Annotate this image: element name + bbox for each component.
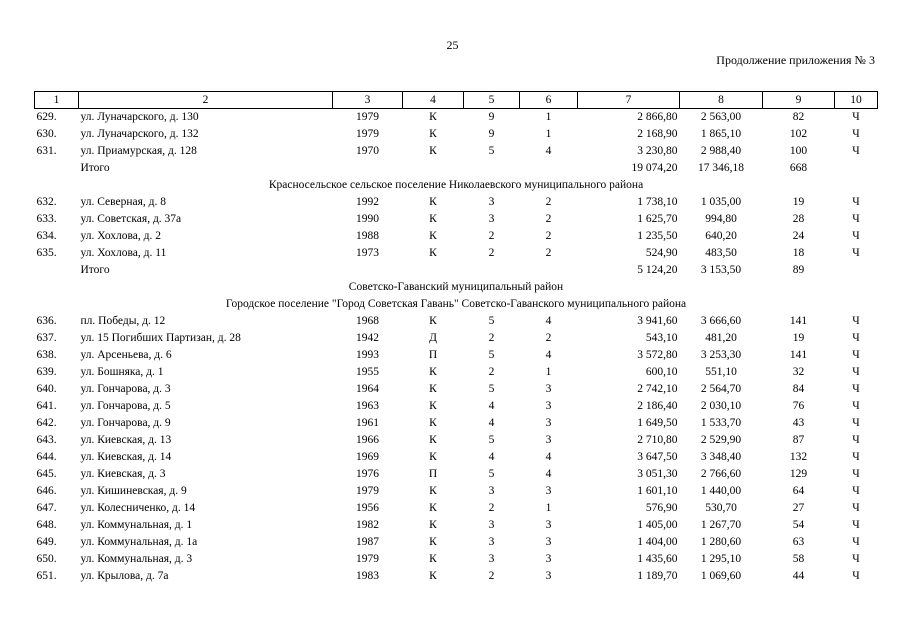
year-cell: 1955 [356,366,379,378]
table-row [35,415,878,432]
floors-cell: 2 [488,247,495,259]
material-cell: К [429,434,437,446]
year-cell: 1956 [356,502,379,514]
entrances-cell: 3 [545,519,552,531]
floors-cell: 4 [488,451,495,463]
area-cell: 1 738,10 [637,196,678,208]
address-cell: ул. Колесниченко, д. 14 [80,502,196,514]
year-cell: 1983 [356,570,379,582]
address-cell: ул. Приамурская, д. 128 [80,145,197,157]
column-header: 2 [79,92,333,109]
category-cell: Ч [852,111,860,123]
entrances-cell: 4 [545,145,552,157]
area-cell: 1 235,50 [637,230,678,242]
section-heading: Городское поселение "Город Советская Гавань" Советско-Гаванского муниципального района [225,298,687,310]
residents-cell: 141 [789,349,808,361]
table-row [35,143,878,160]
floors-cell: 5 [488,349,495,361]
entrances-cell: 1 [545,502,552,514]
area-cell: 543,10 [645,332,678,344]
row-number: 642. [36,417,57,429]
empty-cell [520,160,578,177]
entrances-cell: 3 [545,417,552,429]
category-cell: Ч [852,434,860,446]
category-cell: Ч [852,485,860,497]
category-cell: Ч [852,230,860,242]
area-cell: 3 647,50 [637,451,678,463]
row-number: 636. [36,315,57,327]
floors-cell: 3 [488,553,495,565]
address-cell: ул. Коммунальная, д. 1а [80,536,198,548]
area-cell: 576,90 [645,502,678,514]
material-cell: К [429,213,437,225]
material-cell: К [429,400,437,412]
section-heading-row [35,279,878,296]
living-area-cell: 1 069,60 [700,570,742,582]
living-area-cell: 640,20 [705,230,737,242]
address-cell: ул. Коммунальная, д. 3 [80,553,193,565]
area-cell: 1 405,00 [637,519,678,531]
year-cell: 1964 [356,383,379,395]
table-body [35,92,878,586]
entrances-cell: 1 [545,128,552,140]
row-number: 634. [36,230,57,242]
address-cell: ул. Хохлова, д. 2 [80,230,161,242]
living-area-cell: 2 030,10 [700,400,742,412]
living-area-cell: 3 253,30 [700,349,742,361]
floors-cell: 5 [488,145,495,157]
total-row [35,160,878,177]
address-cell: ул. Луначарского, д. 132 [80,128,199,140]
row-number: 651. [36,570,57,582]
address-cell: ул. Киевская, д. 14 [80,451,172,463]
address-cell: ул. Бошняка, д. 1 [80,366,164,378]
floors-cell: 5 [488,383,495,395]
address-cell: ул. Кишиневская, д. 9 [80,485,187,497]
row-number: 635. [36,247,57,259]
material-cell: Д [429,332,437,344]
living-area-cell: 2 529,90 [700,434,742,446]
residents-cell: 63 [792,536,805,548]
table-row [35,245,878,262]
year-cell: 1993 [356,349,379,361]
table-row [35,483,878,500]
floors-cell: 3 [488,519,495,531]
area-cell: 524,90 [645,247,678,259]
year-cell: 1979 [356,111,379,123]
area-cell: 3 230,80 [637,145,678,157]
material-cell: К [429,519,437,531]
floors-cell: 9 [488,111,495,123]
empty-cell [35,160,79,177]
year-cell: 1979 [356,128,379,140]
empty-cell [403,262,464,279]
column-header: 9 [763,92,835,109]
material-cell: К [429,247,437,259]
address-cell: пл. Победы, д. 12 [80,315,166,327]
floors-cell: 2 [488,366,495,378]
category-cell: Ч [852,451,860,463]
living-area-cell: 3 348,40 [700,451,742,463]
residents-cell: 43 [792,417,805,429]
empty-cell [835,160,878,177]
residents-cell: 18 [792,247,805,259]
area-cell: 1 189,70 [637,570,678,582]
row-number: 631. [36,145,57,157]
year-cell: 1963 [356,400,379,412]
living-area-cell: 2 988,40 [700,145,742,157]
residents-cell: 28 [792,213,805,225]
year-cell: 1976 [356,468,379,480]
row-number: 650. [36,553,57,565]
empty-cell [520,262,578,279]
residents-cell: 24 [792,230,805,242]
floors-cell: 5 [488,434,495,446]
address-cell: ул. Гончарова, д. 3 [80,383,171,395]
entrances-cell: 4 [545,468,552,480]
table-row [35,398,878,415]
entrances-cell: 1 [545,366,552,378]
area-cell: 2 186,40 [637,400,678,412]
entrances-cell: 4 [545,349,552,361]
row-number: 646. [36,485,57,497]
address-cell: ул. Коммунальная, д. 1 [80,519,193,531]
living-area-cell: 2 766,60 [700,468,742,480]
area-cell: 2 866,80 [637,111,678,123]
residents-cell: 76 [792,400,805,412]
row-number: 629. [36,111,57,123]
area-cell: 3 572,80 [637,349,678,361]
category-cell: Ч [852,196,860,208]
column-header: 7 [578,92,680,109]
total-living-area-cell: 3 153,50 [700,264,742,276]
material-cell: К [429,145,437,157]
empty-cell [835,262,878,279]
residents-cell: 141 [789,315,808,327]
table-row [35,330,878,347]
table-row [35,432,878,449]
row-number: 638. [36,349,57,361]
row-number: 648. [36,519,57,531]
year-cell: 1987 [356,536,379,548]
residents-cell: 87 [792,434,805,446]
row-number: 640. [36,383,57,395]
total-row [35,262,878,279]
address-cell: ул. Гончарова, д. 9 [80,417,171,429]
entrances-cell: 2 [545,196,552,208]
total-label: Итого [80,264,110,276]
area-cell: 1 404,00 [637,536,678,548]
column-header: 6 [520,92,578,109]
area-cell: 1 625,70 [637,213,678,225]
total-residents-cell: 668 [789,162,808,174]
column-header: 4 [403,92,464,109]
category-cell: Ч [852,400,860,412]
residents-cell: 82 [792,111,805,123]
row-number: 641. [36,400,57,412]
living-area-cell: 1 440,00 [700,485,742,497]
material-cell: К [429,128,437,140]
floors-cell: 3 [488,485,495,497]
living-area-cell: 530,70 [705,502,737,514]
empty-cell [464,160,520,177]
table-row [35,126,878,143]
year-cell: 1961 [356,417,379,429]
column-header: 5 [464,92,520,109]
row-number: 644. [36,451,57,463]
table-row [35,109,878,127]
address-cell: ул. Киевская, д. 3 [80,468,166,480]
material-cell: К [429,383,437,395]
residents-cell: 54 [792,519,805,531]
entrances-cell: 3 [545,485,552,497]
total-area-cell: 5 124,20 [637,264,678,276]
address-cell: ул. Киевская, д. 13 [80,434,172,446]
table-row [35,534,878,551]
residents-cell: 19 [792,196,805,208]
table-row [35,211,878,228]
table-row [35,466,878,483]
address-cell: ул. Арсеньева, д. 6 [80,349,172,361]
entrances-cell: 2 [545,230,552,242]
table-row [35,517,878,534]
material-cell: П [428,468,438,480]
year-cell: 1988 [356,230,379,242]
empty-cell [35,262,79,279]
column-header: 10 [835,92,878,109]
year-cell: 1966 [356,434,379,446]
area-cell: 2 710,80 [637,434,678,446]
category-cell: Ч [852,570,860,582]
category-cell: Ч [852,332,860,344]
total-label: Итого [80,162,110,174]
page-number: 25 [446,38,459,52]
category-cell: Ч [852,468,860,480]
year-cell: 1982 [356,519,379,531]
column-header: 1 [35,92,79,109]
table-row [35,551,878,568]
row-number: 630. [36,128,57,140]
living-area-cell: 3 666,60 [700,315,742,327]
floors-cell: 2 [488,230,495,242]
entrances-cell: 2 [545,213,552,225]
material-cell: К [429,315,437,327]
residents-cell: 19 [792,332,805,344]
address-cell: ул. Хохлова, д. 11 [80,247,167,259]
living-area-cell: 1 267,70 [700,519,742,531]
residents-cell: 32 [792,366,805,378]
year-cell: 1970 [356,145,379,157]
year-cell: 1968 [356,315,379,327]
address-cell: ул. 15 Погибших Партизан, д. 28 [80,332,241,344]
residents-cell: 100 [789,145,808,157]
row-number: 637. [36,332,57,344]
table-row [35,364,878,381]
material-cell: П [428,349,438,361]
residents-cell: 132 [789,451,808,463]
area-cell: 3 051,30 [637,468,678,480]
continuation-label: Продолжение приложения № 3 [716,53,875,67]
row-number: 645. [36,468,57,480]
year-cell: 1969 [356,451,379,463]
total-area-cell: 19 074,20 [631,162,678,174]
row-number: 633. [36,213,57,225]
area-cell: 1 601,10 [637,485,678,497]
area-cell: 2 742,10 [637,383,678,395]
entrances-cell: 2 [545,332,552,344]
section-heading-row [35,177,878,194]
year-cell: 1992 [356,196,379,208]
table-row [35,568,878,585]
year-cell: 1990 [356,213,379,225]
floors-cell: 5 [488,468,495,480]
category-cell: Ч [852,383,860,395]
residents-cell: 102 [789,128,808,140]
total-living-area-cell: 17 346,18 [698,162,744,174]
living-area-cell: 2 564,70 [700,383,742,395]
empty-cell [464,262,520,279]
floors-cell: 3 [488,536,495,548]
material-cell: К [429,485,437,497]
living-area-cell: 1 295,10 [700,553,742,565]
area-cell: 1 435,60 [637,553,678,565]
residents-cell: 129 [789,468,808,480]
residents-cell: 84 [792,383,805,395]
address-cell: ул. Советская, д. 37а [80,213,182,225]
floors-cell: 4 [488,417,495,429]
row-number: 647. [36,502,57,514]
material-cell: К [429,553,437,565]
entrances-cell: 3 [545,570,552,582]
living-area-cell: 2 563,00 [700,111,742,123]
category-cell: Ч [852,519,860,531]
floors-cell: 3 [488,213,495,225]
entrances-cell: 3 [545,536,552,548]
living-area-cell: 1 865,10 [700,128,742,140]
entrances-cell: 4 [545,451,552,463]
category-cell: Ч [852,417,860,429]
material-cell: К [429,111,437,123]
entrances-cell: 3 [545,400,552,412]
category-cell: Ч [852,366,860,378]
living-area-cell: 994,80 [705,213,737,225]
table-row [35,500,878,517]
floors-cell: 9 [488,128,495,140]
residents-cell: 58 [792,553,805,565]
housing-table [34,91,878,585]
empty-cell [403,160,464,177]
year-cell: 1942 [356,332,379,344]
entrances-cell: 3 [545,553,552,565]
table-row [35,228,878,245]
row-number: 643. [36,434,57,446]
living-area-cell: 481,20 [705,332,737,344]
address-cell: ул. Северная, д. 8 [80,196,167,208]
category-cell: Ч [852,536,860,548]
living-area-cell: 483,50 [705,247,737,259]
address-cell: ул. Гончарова, д. 5 [80,400,171,412]
category-cell: Ч [852,145,860,157]
table-row [35,449,878,466]
material-cell: К [429,536,437,548]
section-heading-row [35,296,878,313]
entrances-cell: 1 [545,111,552,123]
column-header: 3 [333,92,403,109]
total-residents-cell: 89 [792,264,805,276]
table-row [35,194,878,211]
material-cell: К [429,451,437,463]
year-cell: 1979 [356,553,379,565]
header-row [35,92,878,109]
material-cell: К [429,366,437,378]
column-header: 8 [680,92,763,109]
area-cell: 2 168,90 [637,128,678,140]
category-cell: Ч [852,128,860,140]
living-area-cell: 551,10 [705,366,737,378]
floors-cell: 3 [488,196,495,208]
material-cell: К [429,417,437,429]
category-cell: Ч [852,502,860,514]
floors-cell: 4 [488,400,495,412]
floors-cell: 5 [488,315,495,327]
category-cell: Ч [852,553,860,565]
category-cell: Ч [852,349,860,361]
material-cell: К [429,502,437,514]
row-number: 632. [36,196,57,208]
table-row [35,313,878,330]
material-cell: К [429,570,437,582]
table-row [35,347,878,364]
entrances-cell: 3 [545,434,552,446]
year-cell: 1973 [356,247,379,259]
category-cell: Ч [852,213,860,225]
year-cell: 1979 [356,485,379,497]
living-area-cell: 1 035,00 [700,196,742,208]
floors-cell: 2 [488,570,495,582]
area-cell: 1 649,50 [637,417,678,429]
category-cell: Ч [852,247,860,259]
residents-cell: 64 [792,485,805,497]
floors-cell: 2 [488,502,495,514]
area-cell: 600,10 [645,366,678,378]
row-number: 639. [36,366,57,378]
material-cell: К [429,196,437,208]
entrances-cell: 4 [545,315,552,327]
residents-cell: 27 [792,502,805,514]
floors-cell: 2 [488,332,495,344]
entrances-cell: 3 [545,383,552,395]
row-number: 649. [36,536,57,548]
residents-cell: 44 [792,570,805,582]
area-cell: 3 941,60 [637,315,678,327]
address-cell: ул. Луначарского, д. 130 [80,111,199,123]
section-heading: Красносельское сельское поселение Николаевского муниципального района [268,179,644,191]
material-cell: К [429,230,437,242]
empty-cell [333,262,403,279]
address-cell: ул. Крылова, д. 7а [80,570,169,582]
living-area-cell: 1 533,70 [700,417,742,429]
category-cell: Ч [852,315,860,327]
entrances-cell: 2 [545,247,552,259]
section-heading: Советско-Гаванский муниципальный район [348,281,564,293]
living-area-cell: 1 280,60 [700,536,742,548]
table-row [35,381,878,398]
empty-cell [333,160,403,177]
